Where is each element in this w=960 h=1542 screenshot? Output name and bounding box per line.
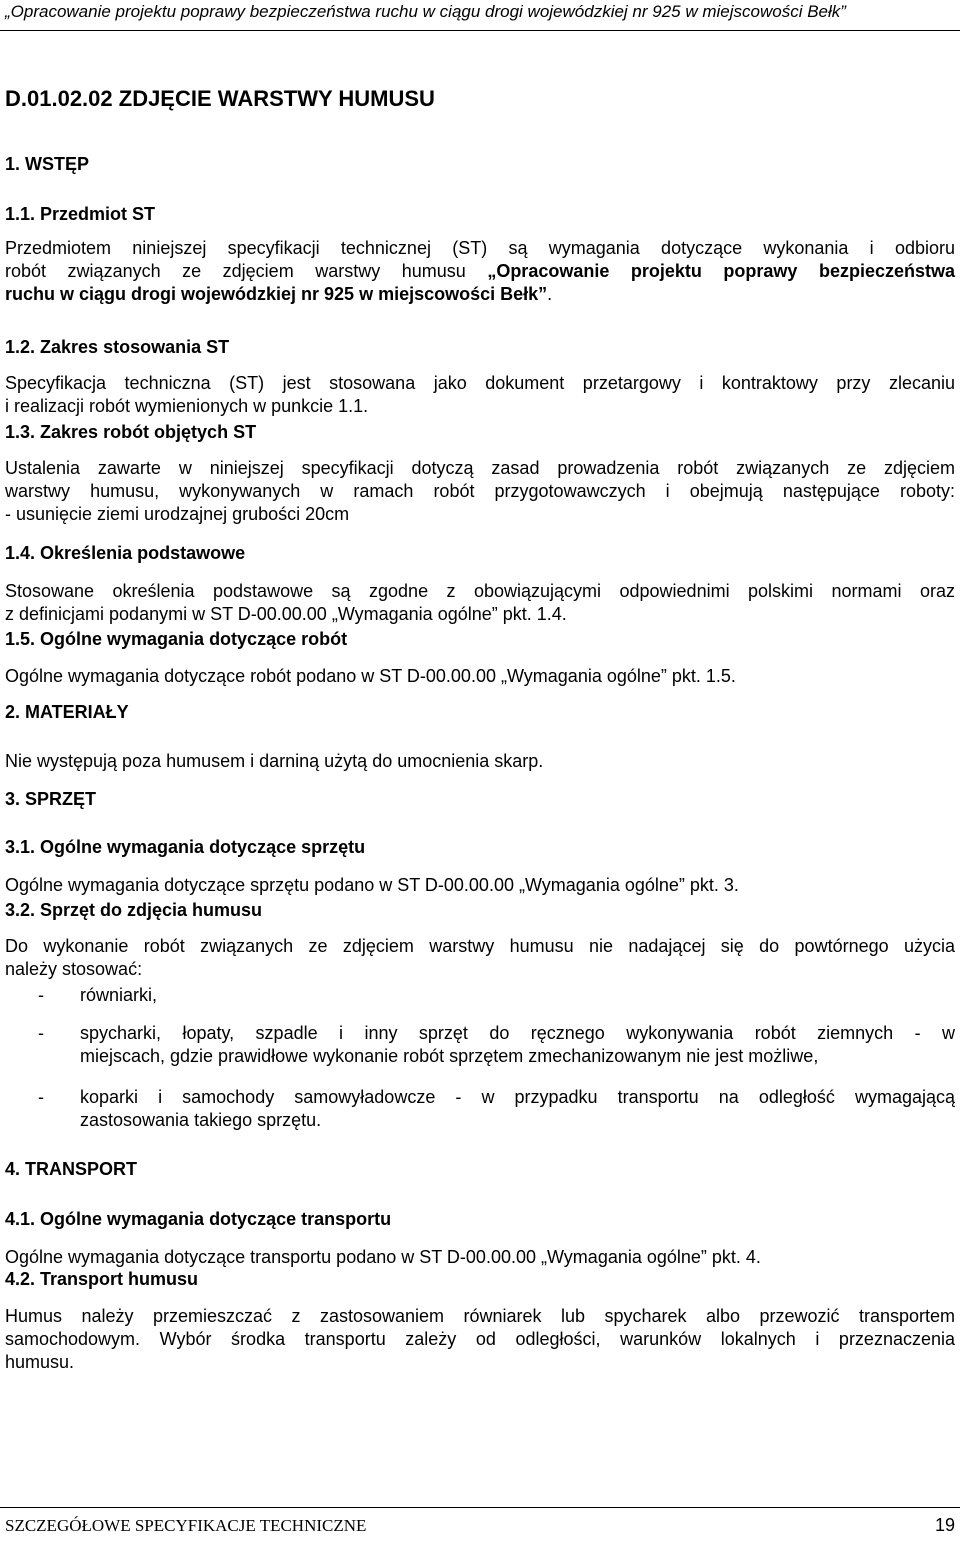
text-line: z definicjami podanymi w ST D-00.00.00 „Wymagania ogólne” pkt. 1.4. (5, 604, 567, 624)
document-title: D.01.02.02 ZDJĘCIE WARSTWY HUMUSU (5, 86, 435, 111)
text-line: Humus należy przemieszczać z zastosowaniem równiarek lub spycharek albo przewozić transportem (5, 1306, 955, 1326)
section-4-1-heading: 4.1. Ogólne wymagania dotyczące transportu (5, 1209, 392, 1229)
list-dash: - (38, 1087, 44, 1107)
text-line: miejscach, gdzie prawidłowe wykonanie robót sprzętem zmechanizowanym nie jest możliwe, (80, 1046, 819, 1066)
text-line: zastosowania takiego sprzętu. (80, 1110, 322, 1130)
list-item-equipment (80, 984, 955, 1007)
section-2-heading: 2. MATERIAŁY (5, 702, 129, 722)
list-item-equipment (80, 1022, 955, 1068)
list-dash: - (38, 985, 44, 1005)
section-1-3-heading: 1.3. Zakres robót objętych ST (5, 422, 257, 442)
page-footer (0, 1507, 960, 1542)
section-1-5-text: Ogólne wymagania dotyczące robót podano w ST D-00.00.00 „Wymagania ogólne” pkt. 1.5. (5, 666, 736, 686)
text-line (5, 260, 955, 283)
section-4-2-heading: 4.2. Transport humusu (5, 1269, 199, 1289)
section-1-4-text (5, 580, 955, 626)
header-title: „Opracowanie projektu poprawy bezpieczeństwa ruchu w ciągu drogi wojewódzkiej nr 925 w miejscowości Bełk” (5, 2, 846, 21)
text-line: Do wykonanie robót związanych ze zdjęciem warstwy humusu nie nadającej się do powtórnego użycia (5, 936, 955, 956)
text-line: równiarki, (80, 985, 158, 1005)
text-line: Specyfikacja techniczna (ST) jest stosowana jako dokument przetargowy i kontraktowy przy zlecaniu (5, 373, 955, 393)
section-3-2-text (5, 935, 955, 981)
text-line: - usunięcie ziemi urodzajnej grubości 20cm (5, 504, 350, 524)
project-title-bold: „Opracowanie projektu poprawy bezpieczeństwa (487, 261, 955, 281)
text-line: Ustalenia zawarte w niniejszej specyfikacji dotyczą zasad prowadzenia robót związanych ze zdjęciem (5, 458, 955, 478)
section-1-1-heading: 1.1. Przedmiot ST (5, 204, 156, 224)
section-4-1-text: Ogólne wymagania dotyczące transportu podano w ST D-00.00.00 „Wymagania ogólne” pkt. 4. (5, 1247, 761, 1267)
text-line: spycharki, łopaty, szpadle i inny sprzęt do ręcznego wykonywania robót ziemnych - w (80, 1023, 955, 1043)
text-fragment: . (547, 284, 553, 304)
list-dash: - (38, 1023, 44, 1043)
text-fragment: robót związanych ze zdjęciem warstwy humusu (5, 261, 488, 281)
text-line: należy stosować: (5, 959, 143, 979)
section-1-2-text (5, 372, 955, 418)
text-line (5, 283, 955, 306)
section-1-3-text (5, 457, 955, 526)
section-1-5-heading: 1.5. Ogólne wymagania dotyczące robót (5, 629, 348, 649)
page-number: 19 (934, 1515, 955, 1535)
section-1-heading: 1. WSTĘP (5, 154, 90, 174)
section-4-heading: 4. TRANSPORT (5, 1159, 138, 1179)
section-1-4-heading: 1.4. Określenia podstawowe (5, 543, 246, 563)
text-line: Przedmiotem niniejszej specyfikacji technicznej (ST) są wymagania dotyczące wykonania i odbioru (5, 238, 955, 258)
section-3-1-heading: 3.1. Ogólne wymagania dotyczące sprzętu (5, 837, 366, 857)
text-line: warstwy humusu, wykonywanych w ramach robót przygotowawczych i obejmują następujące roboty: (5, 481, 955, 501)
text-line: i realizacji robót wymienionych w punkcie 1.1. (5, 396, 369, 416)
section-4-2-text (5, 1305, 955, 1374)
text-line: Stosowane określenia podstawowe są zgodne z obowiązującymi odpowiednimi polskimi normami oraz (5, 581, 955, 601)
section-2-text: Nie występują poza humusem i darniną użytą do umocnienia skarp. (5, 751, 544, 771)
text-line: koparki i samochody samowyładowcze - w przypadku transportu na odległość wymagającą (80, 1087, 955, 1107)
section-3-heading: 3. SPRZĘT (5, 789, 97, 809)
text-line: samochodowym. Wybór środka transportu zależy od odległości, warunków lokalnych i przeznaczenia (5, 1329, 955, 1349)
footer-title: SZCZEGÓŁOWE SPECYFIKACJE TECHNICZNE (5, 1516, 367, 1535)
section-1-1-text (5, 237, 955, 306)
text-line: humusu. (5, 1352, 75, 1372)
section-3-2-heading: 3.2. Sprzęt do zdjęcia humusu (5, 900, 263, 920)
section-3-1-text: Ogólne wymagania dotyczące sprzętu podano w ST D-00.00.00 „Wymagania ogólne” pkt. 3. (5, 875, 739, 895)
page-header (0, 0, 960, 31)
list-item-equipment (80, 1086, 955, 1132)
section-1-2-heading: 1.2. Zakres stosowania ST (5, 337, 230, 357)
project-title-bold: ruchu w ciągu drogi wojewódzkiej nr 925 w miejscowości Bełk” (5, 284, 548, 304)
